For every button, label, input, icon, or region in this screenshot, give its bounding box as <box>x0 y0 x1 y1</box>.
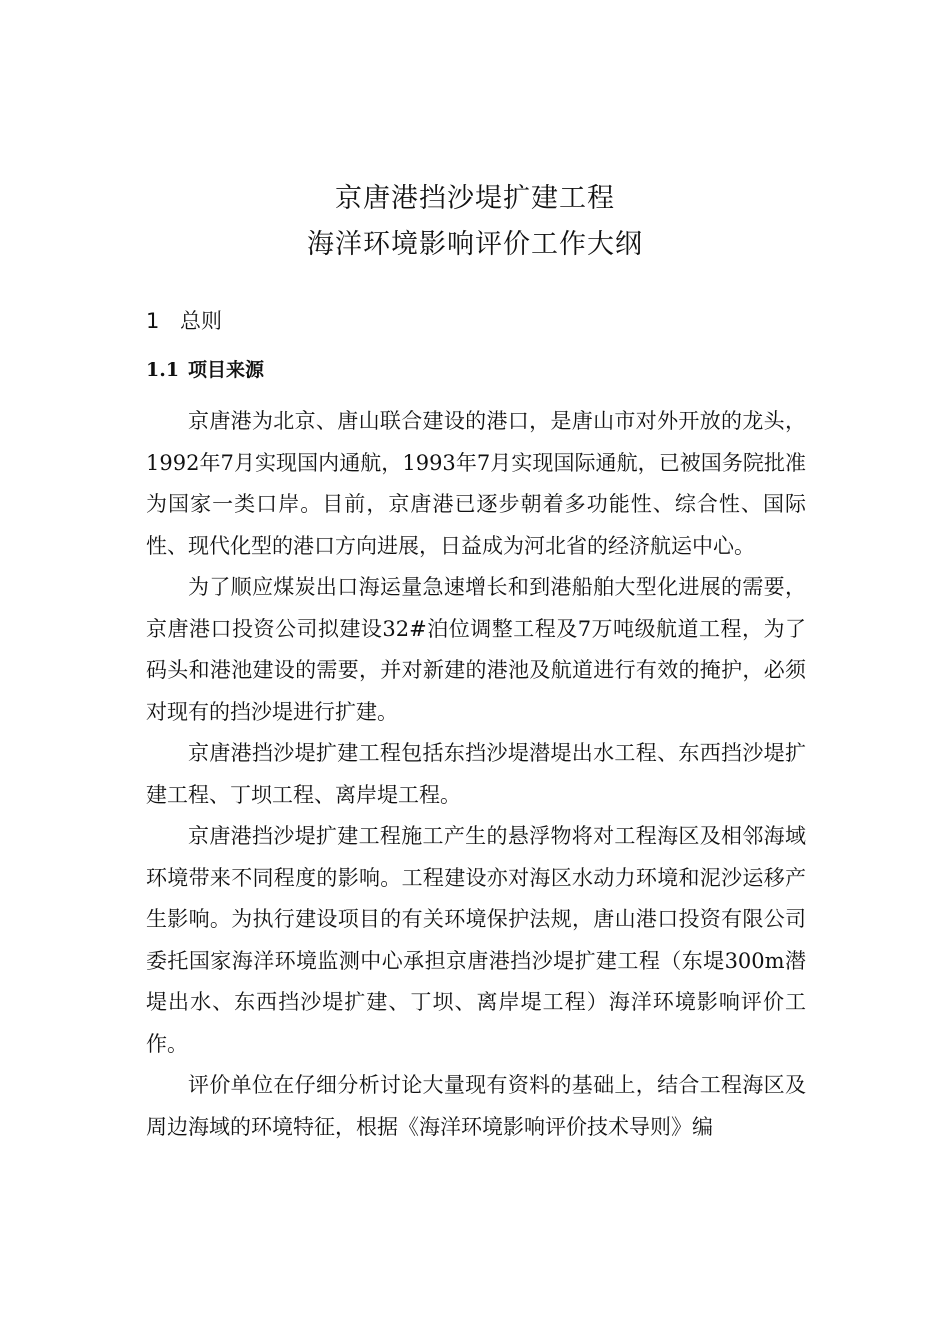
paragraph: 京唐港挡沙堤扩建工程施工产生的悬浮物将对工程海区及相邻海域环境带来不同程度的影响。工程建设亦对海区水动力环境和泥沙运移产生影响。为执行建设项目的有关环境保护法规，唐山港口投资有限公司委托国家海洋环境监测中心承担京唐港挡沙堤扩建工程（东堤300m潜堤出水、东西挡沙堤扩建、丁坝、离岸堤工程）海洋环境影响评价工作。 <box>146 824 806 1056</box>
document-title-line-1: 京唐港挡沙堤扩建工程 <box>335 183 615 214</box>
paragraph: 京唐港挡沙堤扩建工程包括东挡沙堤潜堤出水工程、东西挡沙堤扩建工程、丁坝工程、离岸堤工程。 <box>146 741 806 807</box>
paragraph: 评价单位在仔细分析讨论大量现有资料的基础上，结合工程海区及周边海域的环境特征，根据《海洋环境影响评价技术导则》编 <box>146 1073 806 1139</box>
subsection-title: 项目来源 <box>188 359 265 381</box>
body-text <box>146 401 806 1148</box>
section-number: 1 <box>146 309 160 333</box>
paragraph: 为了顺应煤炭出口海运量急速增长和到港船舶大型化进展的需要，京唐港口投资公司拟建设32#泊位调整工程及7万吨级航道工程，为了码头和港池建设的需要，并对新建的港池及航道进行有效的掩护，必须对现有的挡沙堤进行扩建。 <box>146 575 806 724</box>
subsection-number: 1.1 <box>146 359 180 381</box>
section-title: 总则 <box>180 309 222 333</box>
paragraph: 京唐港为北京、唐山联合建设的港口，是唐山市对外开放的龙头，1992年7月实现国内通航，1993年7月实现国际通航，已被国务院批准为国家一类口岸。目前，京唐港已逐步朝着多功能性、综合性、国际性、现代化型的港口方向进展，日益成为河北省的经济航运中心。 <box>146 409 806 558</box>
document-title-line-2: 海洋环境影响评价工作大纲 <box>307 229 643 260</box>
section-heading-1-1 <box>146 355 264 382</box>
section-heading-1 <box>146 305 222 335</box>
